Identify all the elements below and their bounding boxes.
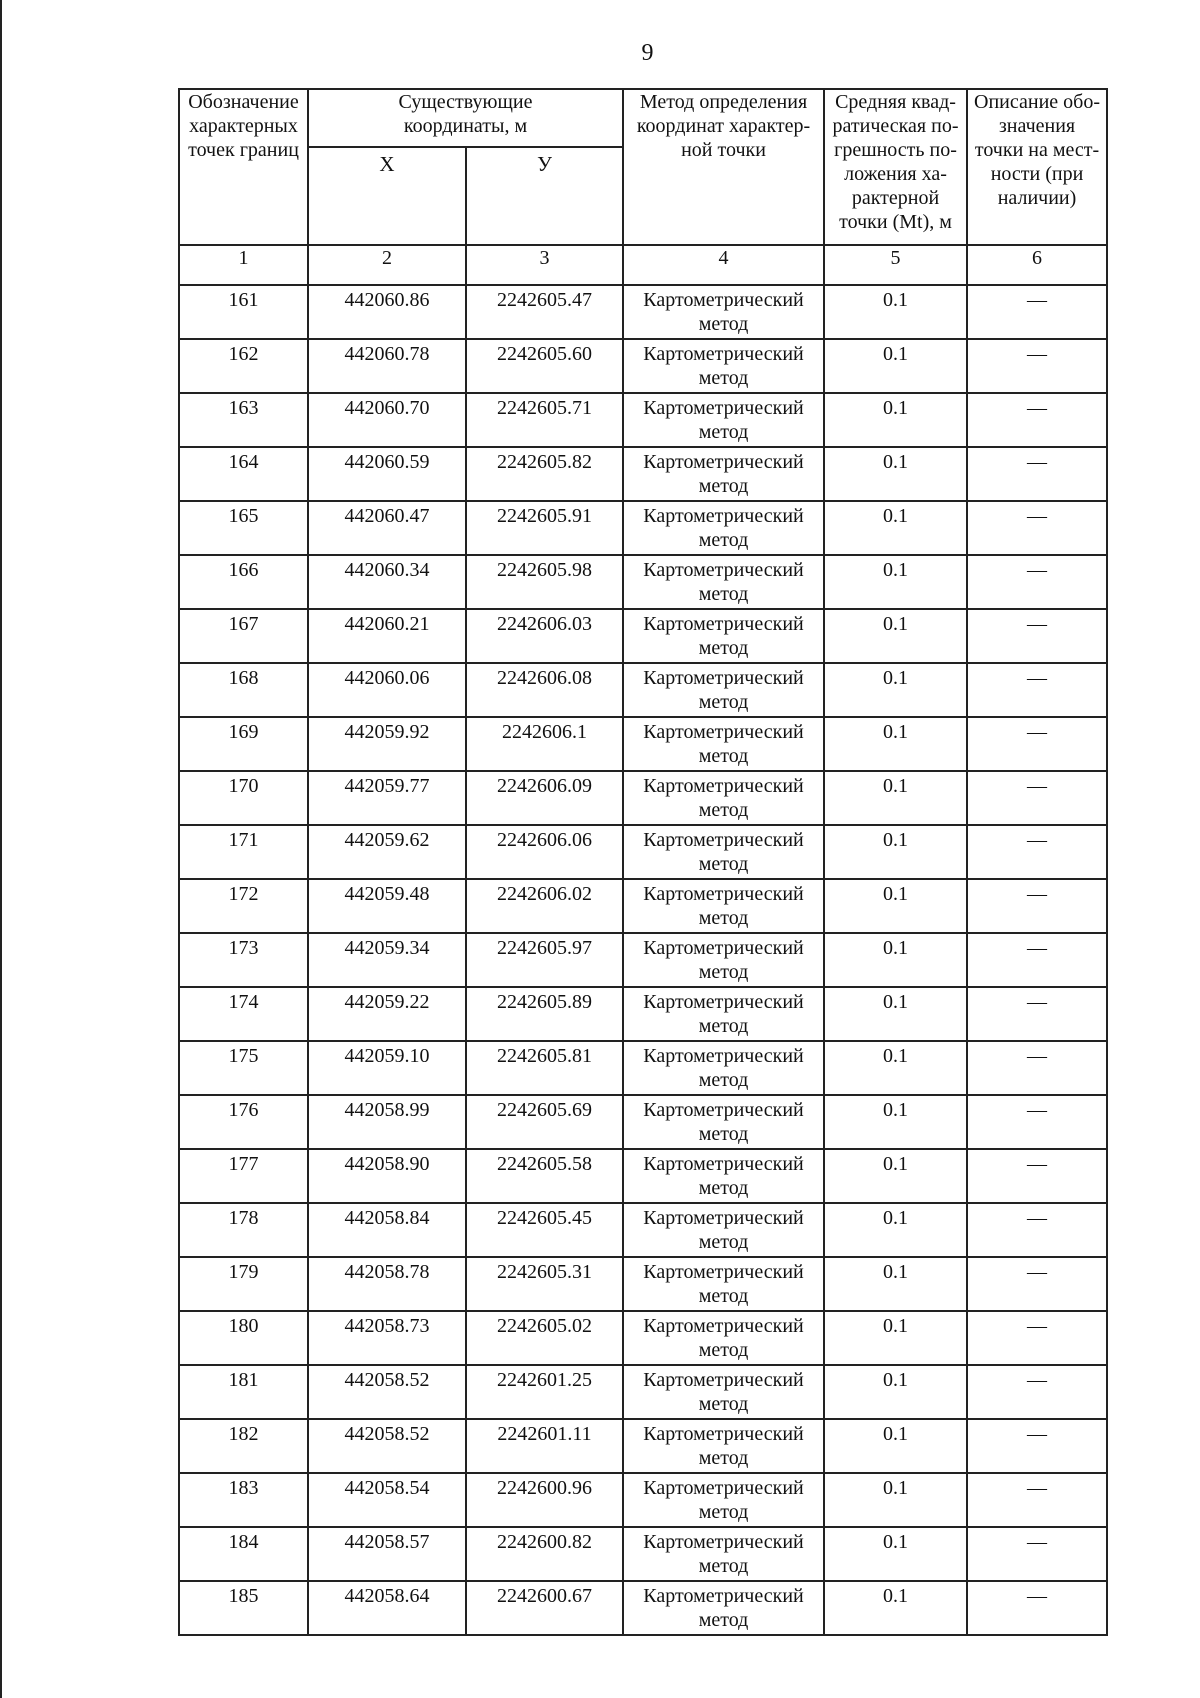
method-line: метод	[698, 421, 749, 443]
description-cell: —	[967, 1203, 1107, 1257]
point-id-cell: 169	[179, 717, 308, 771]
method-line: Картометрический	[643, 1477, 804, 1499]
method-line: Картометрический	[643, 1045, 804, 1067]
description-cell: —	[967, 609, 1107, 663]
mt-cell: 0.1	[824, 1257, 967, 1311]
method-line: Картометрический	[643, 613, 804, 635]
method-cell	[623, 933, 824, 987]
description-cell: —	[967, 1365, 1107, 1419]
method-line: метод	[698, 1393, 749, 1415]
method-cell	[623, 285, 824, 339]
point-id-cell: 182	[179, 1419, 308, 1473]
method-line: метод	[698, 583, 749, 605]
description-cell: —	[967, 285, 1107, 339]
method-line: Картометрический	[643, 1315, 804, 1337]
point-id-cell: 184	[179, 1527, 308, 1581]
method-line: Картометрический	[643, 721, 804, 743]
method-cell	[623, 501, 824, 555]
x-coordinate-cell: 442060.86	[308, 285, 466, 339]
x-coordinate-cell: 442060.78	[308, 339, 466, 393]
method-line: метод	[698, 1231, 749, 1253]
x-coordinate-cell: 442058.52	[308, 1419, 466, 1473]
method-line: метод	[698, 637, 749, 659]
mt-cell: 0.1	[824, 1149, 967, 1203]
method-cell	[623, 1095, 824, 1149]
method-line: Картометрический	[643, 451, 804, 473]
table-row	[179, 501, 1107, 555]
header-y: У	[466, 147, 623, 245]
x-coordinate-cell: 442060.34	[308, 555, 466, 609]
method-line: Картометрический	[643, 829, 804, 851]
method-line: Картометрический	[643, 343, 804, 365]
mt-cell: 0.1	[824, 987, 967, 1041]
mt-cell: 0.1	[824, 771, 967, 825]
table-row	[179, 1581, 1107, 1635]
description-cell: —	[967, 663, 1107, 717]
method-cell	[623, 987, 824, 1041]
x-coordinate-cell: 442060.70	[308, 393, 466, 447]
point-id-cell: 171	[179, 825, 308, 879]
method-line: метод	[698, 1555, 749, 1577]
method-line: метод	[698, 1123, 749, 1145]
description-cell: —	[967, 1257, 1107, 1311]
mt-cell: 0.1	[824, 447, 967, 501]
method-cell	[623, 447, 824, 501]
column-number: 1	[179, 245, 308, 285]
method-cell	[623, 825, 824, 879]
x-coordinate-cell: 442058.57	[308, 1527, 466, 1581]
y-coordinate-cell: 2242605.98	[466, 555, 623, 609]
y-coordinate-cell: 2242606.03	[466, 609, 623, 663]
table-row	[179, 1149, 1107, 1203]
x-coordinate-cell: 442059.48	[308, 879, 466, 933]
method-line: метод	[698, 853, 749, 875]
mt-cell: 0.1	[824, 1203, 967, 1257]
method-cell	[623, 1149, 824, 1203]
table-row	[179, 1419, 1107, 1473]
point-id-cell: 181	[179, 1365, 308, 1419]
point-id-cell: 162	[179, 339, 308, 393]
method-cell	[623, 1365, 824, 1419]
y-coordinate-cell: 2242605.47	[466, 285, 623, 339]
coordinates-table	[178, 88, 1108, 1636]
description-cell: —	[967, 1473, 1107, 1527]
description-cell: —	[967, 501, 1107, 555]
mt-cell: 0.1	[824, 717, 967, 771]
table-row	[179, 825, 1107, 879]
method-cell	[623, 1581, 824, 1635]
y-coordinate-cell: 2242605.82	[466, 447, 623, 501]
method-line: метод	[698, 907, 749, 929]
table-row	[179, 609, 1107, 663]
table-row	[179, 933, 1107, 987]
header-existing-coordinates: Существующие координаты, м	[308, 89, 623, 147]
header-point-designation: Обозначение характерных точек границ	[179, 89, 308, 245]
method-line: метод	[698, 961, 749, 983]
mt-cell: 0.1	[824, 1095, 967, 1149]
table-body	[179, 89, 1107, 1635]
x-coordinate-cell: 442058.52	[308, 1365, 466, 1419]
method-line: Картометрический	[643, 1531, 804, 1553]
x-coordinate-cell: 442058.64	[308, 1581, 466, 1635]
x-coordinate-cell: 442058.78	[308, 1257, 466, 1311]
point-id-cell: 179	[179, 1257, 308, 1311]
y-coordinate-cell: 2242600.82	[466, 1527, 623, 1581]
column-numbers-row	[179, 245, 1107, 285]
x-coordinate-cell: 442058.84	[308, 1203, 466, 1257]
y-coordinate-cell: 2242606.1	[466, 717, 623, 771]
x-coordinate-cell: 442058.90	[308, 1149, 466, 1203]
x-coordinate-cell: 442060.59	[308, 447, 466, 501]
point-id-cell: 166	[179, 555, 308, 609]
point-id-cell: 180	[179, 1311, 308, 1365]
y-coordinate-cell: 2242605.31	[466, 1257, 623, 1311]
description-cell: —	[967, 933, 1107, 987]
y-coordinate-cell: 2242605.71	[466, 393, 623, 447]
column-number: 6	[967, 245, 1107, 285]
y-coordinate-cell: 2242601.11	[466, 1419, 623, 1473]
method-line: Картометрический	[643, 991, 804, 1013]
point-id-cell: 173	[179, 933, 308, 987]
method-cell	[623, 1473, 824, 1527]
method-line: Картометрический	[643, 1207, 804, 1229]
column-number: 5	[824, 245, 967, 285]
method-cell	[623, 663, 824, 717]
method-line: метод	[698, 1015, 749, 1037]
mt-cell: 0.1	[824, 825, 967, 879]
method-cell	[623, 879, 824, 933]
y-coordinate-cell: 2242605.69	[466, 1095, 623, 1149]
method-line: Картометрический	[643, 775, 804, 797]
mt-cell: 0.1	[824, 1473, 967, 1527]
description-cell: —	[967, 879, 1107, 933]
point-id-cell: 167	[179, 609, 308, 663]
method-cell	[623, 1041, 824, 1095]
mt-cell: 0.1	[824, 609, 967, 663]
method-cell	[623, 771, 824, 825]
y-coordinate-cell: 2242605.02	[466, 1311, 623, 1365]
method-cell	[623, 339, 824, 393]
mt-cell: 0.1	[824, 501, 967, 555]
point-id-cell: 161	[179, 285, 308, 339]
description-cell: —	[967, 1527, 1107, 1581]
header-method: Метод определения координат характер- ной точки	[623, 89, 824, 245]
mt-cell: 0.1	[824, 393, 967, 447]
x-coordinate-cell: 442058.54	[308, 1473, 466, 1527]
table-row	[179, 1041, 1107, 1095]
mt-cell: 0.1	[824, 1527, 967, 1581]
y-coordinate-cell: 2242606.06	[466, 825, 623, 879]
mt-cell: 0.1	[824, 1365, 967, 1419]
description-cell: —	[967, 1419, 1107, 1473]
table-row	[179, 555, 1107, 609]
method-cell	[623, 1527, 824, 1581]
y-coordinate-cell: 2242606.09	[466, 771, 623, 825]
method-line: метод	[698, 745, 749, 767]
header-x: X	[308, 147, 466, 245]
method-line: метод	[698, 799, 749, 821]
method-cell	[623, 1419, 824, 1473]
y-coordinate-cell: 2242606.08	[466, 663, 623, 717]
method-line: Картометрический	[643, 1099, 804, 1121]
mt-cell: 0.1	[824, 1419, 967, 1473]
point-id-cell: 170	[179, 771, 308, 825]
method-line: метод	[698, 367, 749, 389]
mt-cell: 0.1	[824, 285, 967, 339]
description-cell: —	[967, 555, 1107, 609]
y-coordinate-cell: 2242601.25	[466, 1365, 623, 1419]
method-line: метод	[698, 313, 749, 335]
method-cell	[623, 393, 824, 447]
method-cell	[623, 1311, 824, 1365]
table-row	[179, 285, 1107, 339]
y-coordinate-cell: 2242605.81	[466, 1041, 623, 1095]
method-line: Картометрический	[643, 1153, 804, 1175]
y-coordinate-cell: 2242605.60	[466, 339, 623, 393]
method-line: Картометрический	[643, 397, 804, 419]
x-coordinate-cell: 442060.06	[308, 663, 466, 717]
x-coordinate-cell: 442060.47	[308, 501, 466, 555]
page-left-border	[0, 0, 2, 1698]
method-line: Картометрический	[643, 1369, 804, 1391]
x-coordinate-cell: 442059.77	[308, 771, 466, 825]
mt-cell: 0.1	[824, 555, 967, 609]
x-coordinate-cell: 442059.34	[308, 933, 466, 987]
table-row	[179, 1311, 1107, 1365]
table-row	[179, 1473, 1107, 1527]
table-row	[179, 339, 1107, 393]
table-row	[179, 1365, 1107, 1419]
description-cell: —	[967, 717, 1107, 771]
method-line: Картометрический	[643, 1585, 804, 1607]
description-cell: —	[967, 771, 1107, 825]
description-cell: —	[967, 393, 1107, 447]
point-id-cell: 183	[179, 1473, 308, 1527]
mt-cell: 0.1	[824, 879, 967, 933]
method-line: метод	[698, 529, 749, 551]
mt-cell: 0.1	[824, 933, 967, 987]
method-line: метод	[698, 1339, 749, 1361]
x-coordinate-cell: 442058.73	[308, 1311, 466, 1365]
mt-cell: 0.1	[824, 1311, 967, 1365]
table-row	[179, 1095, 1107, 1149]
method-line: метод	[698, 691, 749, 713]
point-id-cell: 168	[179, 663, 308, 717]
method-line: Картометрический	[643, 505, 804, 527]
description-cell: —	[967, 1149, 1107, 1203]
y-coordinate-cell: 2242600.67	[466, 1581, 623, 1635]
header-row-top	[179, 89, 1107, 147]
method-cell	[623, 1203, 824, 1257]
method-line: метод	[698, 1609, 749, 1631]
table-row	[179, 987, 1107, 1041]
method-line: метод	[698, 1177, 749, 1199]
method-cell	[623, 555, 824, 609]
x-coordinate-cell: 442059.22	[308, 987, 466, 1041]
table-row	[179, 1257, 1107, 1311]
table-row	[179, 663, 1107, 717]
method-line: Картометрический	[643, 559, 804, 581]
point-id-cell: 176	[179, 1095, 308, 1149]
point-id-cell: 174	[179, 987, 308, 1041]
y-coordinate-cell: 2242605.97	[466, 933, 623, 987]
x-coordinate-cell: 442059.10	[308, 1041, 466, 1095]
description-cell: —	[967, 825, 1107, 879]
point-id-cell: 178	[179, 1203, 308, 1257]
page-number: 9	[641, 40, 654, 66]
method-line: Картометрический	[643, 1261, 804, 1283]
y-coordinate-cell: 2242605.89	[466, 987, 623, 1041]
x-coordinate-cell: 442060.21	[308, 609, 466, 663]
description-cell: —	[967, 987, 1107, 1041]
x-coordinate-cell: 442059.62	[308, 825, 466, 879]
method-line: метод	[698, 1285, 749, 1307]
method-line: метод	[698, 1501, 749, 1523]
y-coordinate-cell: 2242606.02	[466, 879, 623, 933]
column-number: 3	[466, 245, 623, 285]
point-id-cell: 175	[179, 1041, 308, 1095]
method-line: метод	[698, 1069, 749, 1091]
description-cell: —	[967, 339, 1107, 393]
header-description: Описание обо- значения точки на мест- ности (при наличии)	[967, 89, 1107, 245]
method-line: метод	[698, 1447, 749, 1469]
description-cell: —	[967, 1311, 1107, 1365]
x-coordinate-cell: 442059.92	[308, 717, 466, 771]
y-coordinate-cell: 2242605.45	[466, 1203, 623, 1257]
header-mean-square-error: Средняя квад- ратическая по- грешность по- ложения ха- рактерной точки (Mt), м	[824, 89, 967, 245]
point-id-cell: 172	[179, 879, 308, 933]
table-row	[179, 447, 1107, 501]
point-id-cell: 185	[179, 1581, 308, 1635]
y-coordinate-cell: 2242600.96	[466, 1473, 623, 1527]
y-coordinate-cell: 2242605.58	[466, 1149, 623, 1203]
method-cell	[623, 609, 824, 663]
mt-cell: 0.1	[824, 339, 967, 393]
mt-cell: 0.1	[824, 1581, 967, 1635]
description-cell: —	[967, 1095, 1107, 1149]
table-row	[179, 1527, 1107, 1581]
point-id-cell: 177	[179, 1149, 308, 1203]
method-line: Картометрический	[643, 289, 804, 311]
description-cell: —	[967, 447, 1107, 501]
x-coordinate-cell: 442058.99	[308, 1095, 466, 1149]
method-line: Картометрический	[643, 937, 804, 959]
method-line: Картометрический	[643, 883, 804, 905]
table-row	[179, 393, 1107, 447]
point-id-cell: 163	[179, 393, 308, 447]
column-number: 2	[308, 245, 466, 285]
method-cell	[623, 1257, 824, 1311]
column-number: 4	[623, 245, 824, 285]
table-row	[179, 717, 1107, 771]
y-coordinate-cell: 2242605.91	[466, 501, 623, 555]
table-row	[179, 771, 1107, 825]
table-row	[179, 1203, 1107, 1257]
mt-cell: 0.1	[824, 663, 967, 717]
description-cell: —	[967, 1041, 1107, 1095]
description-cell: —	[967, 1581, 1107, 1635]
point-id-cell: 165	[179, 501, 308, 555]
method-line: метод	[698, 475, 749, 497]
method-line: Картометрический	[643, 667, 804, 689]
point-id-cell: 164	[179, 447, 308, 501]
mt-cell: 0.1	[824, 1041, 967, 1095]
method-cell	[623, 717, 824, 771]
method-line: Картометрический	[643, 1423, 804, 1445]
table-row	[179, 879, 1107, 933]
